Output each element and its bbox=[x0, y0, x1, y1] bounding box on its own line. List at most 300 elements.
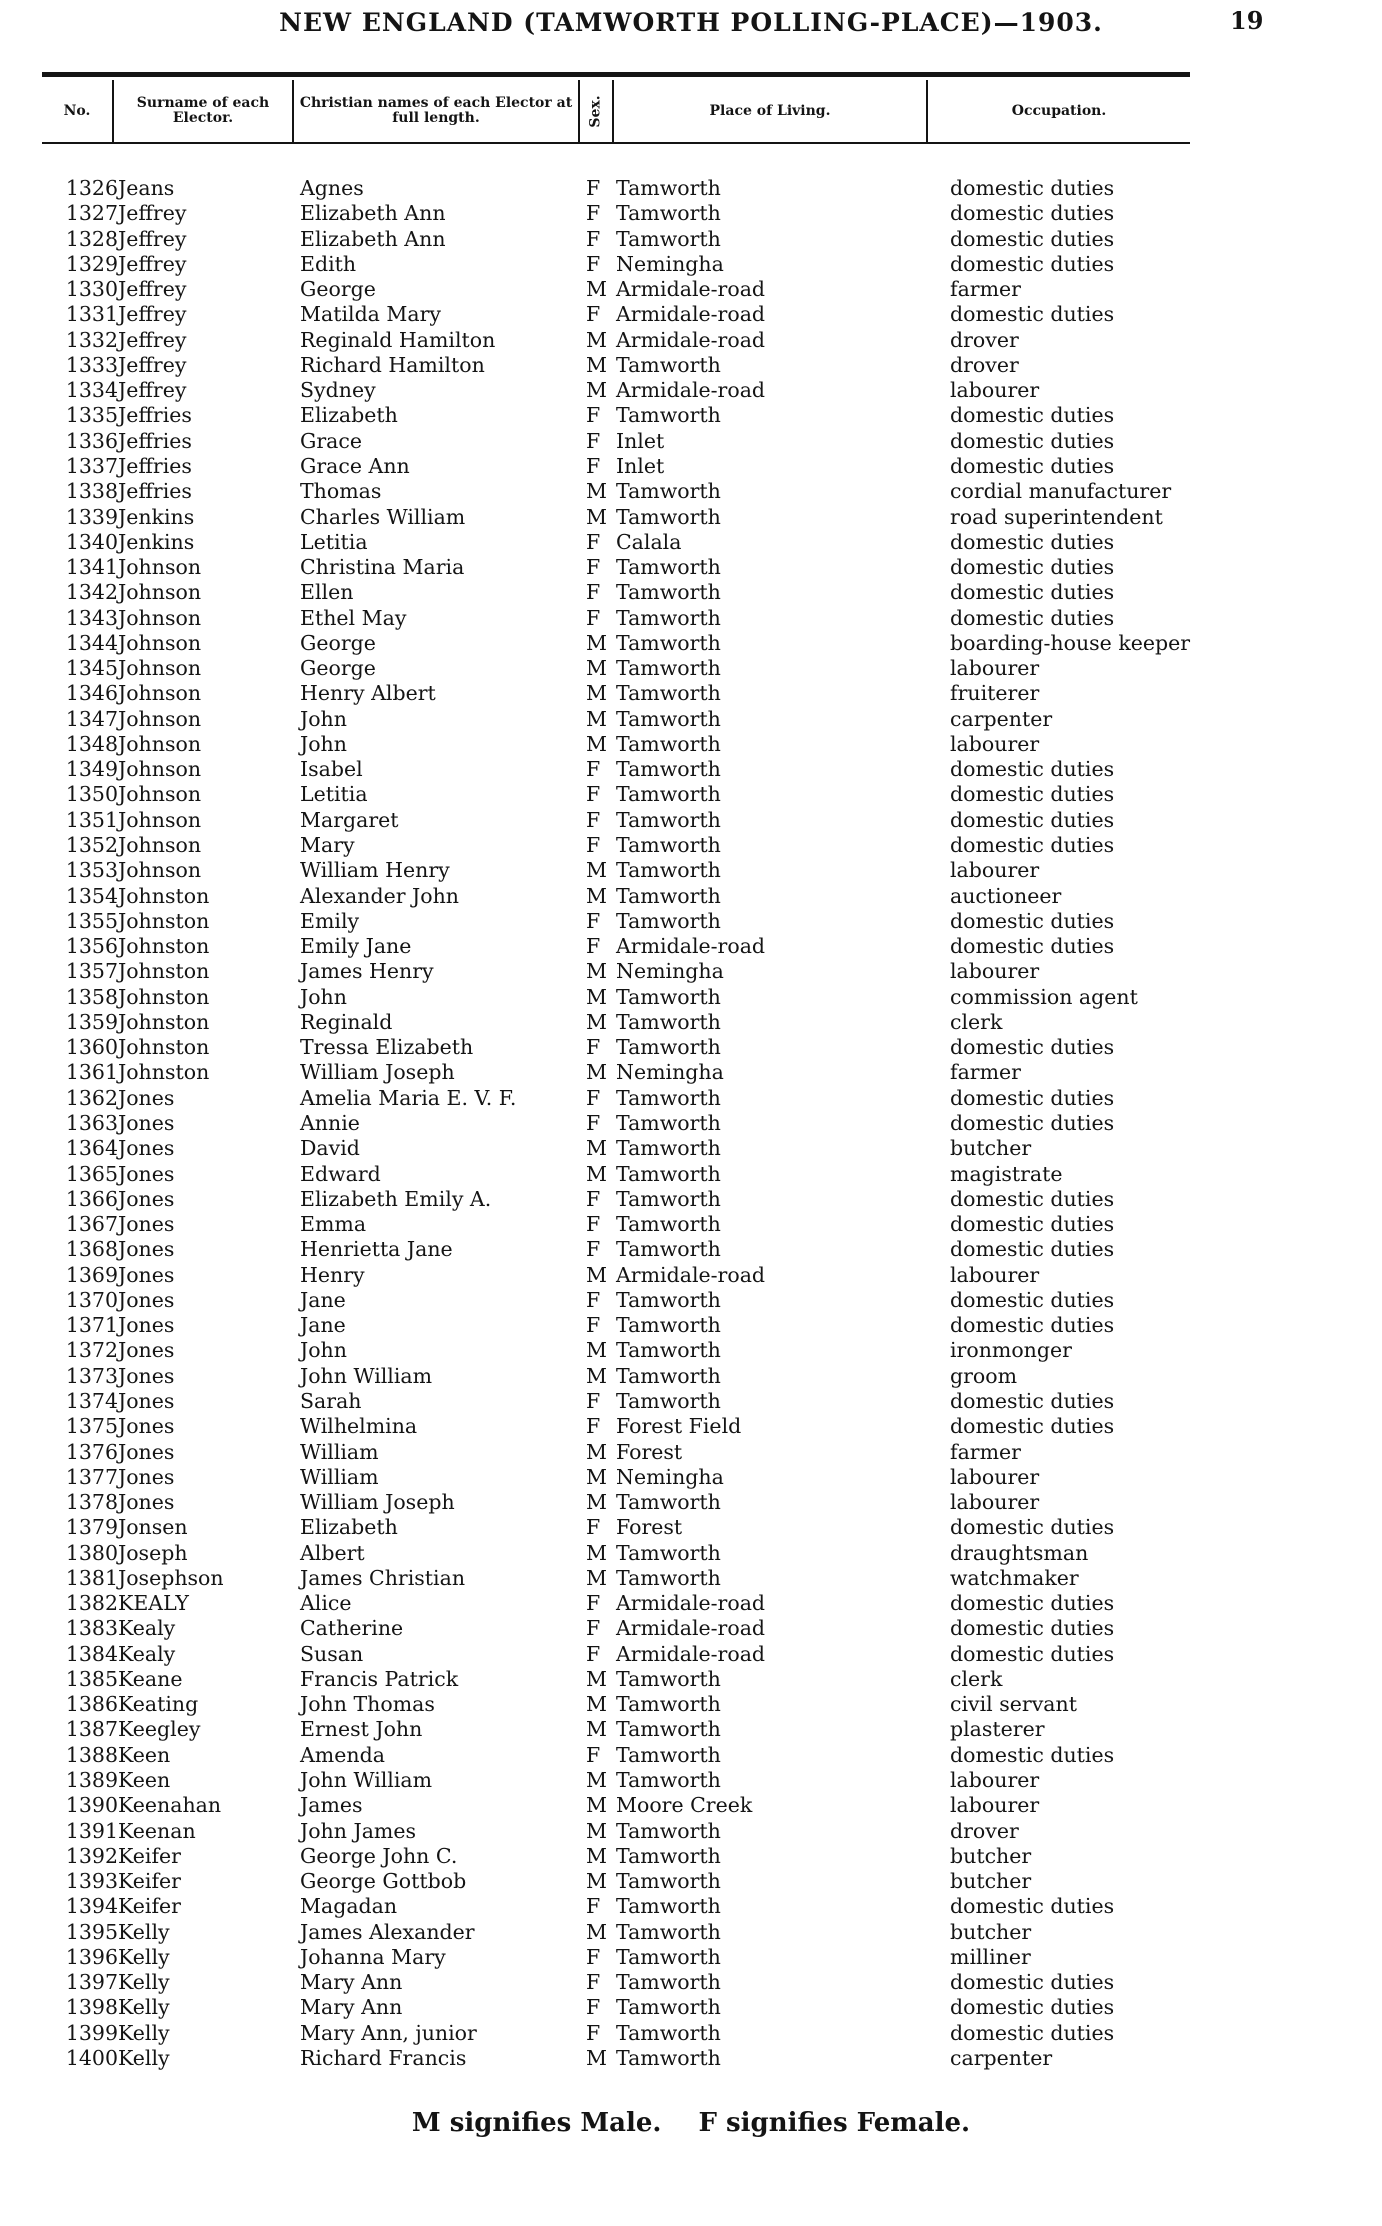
entry-number: 1342 bbox=[65, 580, 118, 605]
occupation: domestic duties bbox=[950, 453, 1115, 478]
surname: Jeffries bbox=[118, 403, 192, 428]
entry-number: 1386 bbox=[65, 1692, 118, 1717]
occupation: domestic duties bbox=[950, 605, 1115, 630]
occupation: farmer bbox=[950, 277, 1021, 302]
surname: Johnston bbox=[118, 908, 210, 933]
occupation: boarding-house keeper bbox=[950, 630, 1191, 655]
sex: M bbox=[586, 327, 607, 352]
christian-names: Elizabeth Ann bbox=[300, 226, 446, 251]
entry-number: 1365 bbox=[65, 1161, 118, 1186]
roll-entry-row bbox=[0, 302, 1382, 327]
occupation: domestic duties bbox=[950, 529, 1115, 554]
place-of-living: Armidale-road bbox=[616, 1616, 766, 1641]
surname: Jones bbox=[118, 1388, 175, 1413]
place-of-living: Tamworth bbox=[616, 1136, 721, 1161]
surname: Johnson bbox=[118, 833, 202, 858]
sex: F bbox=[586, 1591, 601, 1616]
entry-number: 1368 bbox=[65, 1237, 118, 1262]
place-of-living: Armidale-road bbox=[616, 934, 766, 959]
entry-number: 1359 bbox=[65, 1009, 118, 1034]
christian-names: Elizabeth bbox=[300, 1515, 398, 1540]
occupation: domestic duties bbox=[950, 833, 1115, 858]
roll-entry-row bbox=[0, 909, 1382, 934]
surname: Johnson bbox=[118, 757, 202, 782]
sex: F bbox=[586, 529, 601, 554]
christian-names: Tressa Elizabeth bbox=[300, 1035, 474, 1060]
occupation: farmer bbox=[950, 1060, 1021, 1085]
male-legend: M signifies Male. bbox=[411, 2108, 662, 2138]
occupation: auctioneer bbox=[950, 883, 1062, 908]
place-of-living: Moore Creek bbox=[616, 1793, 753, 1818]
roll-entry-row bbox=[0, 1591, 1382, 1616]
roll-entry-row bbox=[0, 833, 1382, 858]
column-header-occupation: Occupation. bbox=[1011, 102, 1107, 119]
occupation: labourer bbox=[950, 858, 1040, 883]
surname: Jeffrey bbox=[118, 352, 187, 377]
sex: F bbox=[586, 251, 601, 276]
sex: M bbox=[586, 706, 607, 731]
roll-entry-row bbox=[0, 681, 1382, 706]
entry-number: 1360 bbox=[65, 1035, 118, 1060]
entry-number: 1341 bbox=[65, 555, 118, 580]
place-of-living: Tamworth bbox=[616, 630, 721, 655]
roll-entry-row bbox=[0, 1364, 1382, 1389]
surname: Johnston bbox=[118, 883, 210, 908]
entry-number: 1395 bbox=[65, 1919, 118, 1944]
sex: F bbox=[586, 1388, 601, 1413]
place-of-living: Tamworth bbox=[616, 656, 721, 681]
sex: M bbox=[586, 731, 607, 756]
place-of-living: Tamworth bbox=[616, 1894, 721, 1919]
roll-entry-row bbox=[0, 353, 1382, 378]
place-of-living: Nemingha bbox=[616, 1464, 724, 1489]
surname: Jenkins bbox=[118, 529, 195, 554]
christian-names: Margaret bbox=[300, 807, 399, 832]
entry-number: 1334 bbox=[65, 378, 118, 403]
occupation: domestic duties bbox=[950, 580, 1115, 605]
christian-names: George bbox=[300, 630, 376, 655]
occupation: labourer bbox=[950, 731, 1040, 756]
roll-entry-row bbox=[0, 1541, 1382, 1566]
occupation: domestic duties bbox=[950, 1515, 1115, 1540]
place-of-living: Tamworth bbox=[616, 1869, 721, 1894]
occupation: ironmonger bbox=[950, 1338, 1072, 1363]
place-of-living: Tamworth bbox=[616, 2045, 721, 2070]
roll-entry-row bbox=[0, 176, 1382, 201]
sex: M bbox=[586, 656, 607, 681]
surname: Johnson bbox=[118, 605, 202, 630]
place-of-living: Tamworth bbox=[616, 1186, 721, 1211]
sex: F bbox=[586, 833, 601, 858]
occupation: domestic duties bbox=[950, 403, 1115, 428]
sex: M bbox=[586, 1793, 607, 1818]
entry-number: 1343 bbox=[65, 605, 118, 630]
roll-entry-row bbox=[0, 1111, 1382, 1136]
page-title: NEW ENGLAND (TAMWORTH POLLING-PLACE)—1903. bbox=[279, 8, 1103, 37]
entry-number: 1399 bbox=[65, 2020, 118, 2045]
surname: Jones bbox=[118, 1439, 175, 1464]
surname: Jones bbox=[118, 1212, 175, 1237]
entry-number: 1331 bbox=[65, 302, 118, 327]
surname: Joseph bbox=[118, 1540, 188, 1565]
christian-names: Letitia bbox=[300, 529, 368, 554]
sex: F bbox=[586, 908, 601, 933]
place-of-living: Forest bbox=[616, 1439, 683, 1464]
sex: F bbox=[586, 176, 601, 200]
entry-number: 1354 bbox=[65, 883, 118, 908]
christian-names: Amenda bbox=[300, 1742, 385, 1767]
occupation: domestic duties bbox=[950, 428, 1115, 453]
roll-entry-row bbox=[0, 1010, 1382, 1035]
place-of-living: Tamworth bbox=[616, 1768, 721, 1792]
roll-entry-row bbox=[0, 1970, 1382, 1995]
roll-entry-row bbox=[0, 1035, 1382, 1060]
roll-entry-row bbox=[0, 631, 1382, 656]
christian-names: Richard Francis bbox=[300, 2045, 467, 2070]
entry-number: 1326 bbox=[65, 176, 118, 200]
roll-entry-row bbox=[0, 328, 1382, 353]
entry-number: 1350 bbox=[65, 782, 118, 807]
entry-number: 1390 bbox=[65, 1793, 118, 1818]
entry-number: 1378 bbox=[65, 1490, 118, 1515]
sex: F bbox=[586, 1995, 601, 2020]
entry-number: 1363 bbox=[65, 1110, 118, 1135]
occupation: butcher bbox=[950, 1869, 1032, 1894]
occupation: domestic duties bbox=[950, 1616, 1115, 1641]
sex: M bbox=[586, 1262, 607, 1287]
entry-number: 1387 bbox=[65, 1717, 118, 1742]
sex: F bbox=[586, 1742, 601, 1767]
roll-entry-row bbox=[0, 1515, 1382, 1540]
surname: Johnston bbox=[118, 934, 210, 959]
roll-entry-row bbox=[0, 429, 1382, 454]
sex: F bbox=[586, 1237, 601, 1262]
place-of-living: Tamworth bbox=[616, 984, 721, 1009]
christian-names: Alexander John bbox=[300, 883, 460, 908]
roll-entry-row bbox=[0, 1616, 1382, 1641]
surname: Jones bbox=[118, 1161, 175, 1186]
surname: Jones bbox=[118, 1464, 175, 1489]
place-of-living: Tamworth bbox=[616, 1388, 721, 1413]
sex: F bbox=[586, 1515, 601, 1540]
surname: Keegley bbox=[118, 1717, 201, 1742]
surname: Jones bbox=[118, 1085, 175, 1110]
place-of-living: Tamworth bbox=[616, 1313, 721, 1338]
surname: Jenkins bbox=[118, 504, 195, 529]
roll-entry-row bbox=[0, 884, 1382, 909]
entry-number: 1356 bbox=[65, 934, 118, 959]
roll-entry-row bbox=[0, 1717, 1382, 1742]
occupation: domestic duties bbox=[950, 1212, 1115, 1237]
surname: Johnston bbox=[118, 959, 210, 984]
place-of-living: Tamworth bbox=[616, 1970, 721, 1995]
sex: F bbox=[586, 1212, 601, 1237]
place-of-living: Tamworth bbox=[616, 1110, 721, 1135]
header-bottom-rule bbox=[42, 142, 1190, 144]
place-of-living: Tamworth bbox=[616, 555, 721, 580]
occupation: domestic duties bbox=[950, 1287, 1115, 1312]
roll-entry-row bbox=[0, 403, 1382, 428]
roll-entry-row bbox=[0, 1389, 1382, 1414]
christian-names: Edith bbox=[300, 251, 357, 276]
entry-number: 1332 bbox=[65, 327, 118, 352]
sex: M bbox=[586, 1540, 607, 1565]
place-of-living: Tamworth bbox=[616, 681, 721, 706]
christian-names: James Henry bbox=[300, 959, 434, 984]
place-of-living: Nemingha bbox=[616, 959, 724, 984]
occupation: labourer bbox=[950, 1464, 1040, 1489]
occupation: domestic duties bbox=[950, 1641, 1115, 1666]
place-of-living: Armidale-road bbox=[616, 277, 766, 302]
roll-entry-row bbox=[0, 707, 1382, 732]
christian-names: Elizabeth Emily A. bbox=[300, 1186, 492, 1211]
surname: Johnson bbox=[118, 630, 202, 655]
christian-names: Agnes bbox=[300, 176, 364, 200]
entry-number: 1400 bbox=[65, 2045, 118, 2070]
surname: Johnston bbox=[118, 1035, 210, 1060]
entry-number: 1344 bbox=[65, 630, 118, 655]
sex: M bbox=[586, 1060, 607, 1085]
roll-entry-row bbox=[0, 277, 1382, 302]
occupation: watchmaker bbox=[950, 1565, 1079, 1590]
surname: Johnson bbox=[118, 681, 202, 706]
roll-entry-row bbox=[0, 782, 1382, 807]
christian-names: Emily bbox=[300, 908, 360, 933]
surname: Jeffrey bbox=[118, 251, 187, 276]
occupation: labourer bbox=[950, 959, 1040, 984]
roll-entry-row bbox=[0, 1338, 1382, 1363]
surname: Jones bbox=[118, 1110, 175, 1135]
place-of-living: Tamworth bbox=[616, 1035, 721, 1060]
surname: Kelly bbox=[118, 1944, 170, 1969]
sex: F bbox=[586, 1035, 601, 1060]
place-of-living: Tamworth bbox=[616, 1161, 721, 1186]
christian-names: Francis Patrick bbox=[300, 1666, 459, 1691]
surname: Johnson bbox=[118, 782, 202, 807]
roll-entry-row bbox=[0, 1136, 1382, 1161]
surname: Jeffrey bbox=[118, 226, 187, 251]
occupation: domestic duties bbox=[950, 1035, 1115, 1060]
place-of-living: Calala bbox=[616, 529, 682, 554]
sex: F bbox=[586, 1414, 601, 1439]
sex: F bbox=[586, 302, 601, 327]
christian-names: Alice bbox=[300, 1591, 352, 1616]
roll-entry-row bbox=[0, 959, 1382, 984]
occupation: milliner bbox=[950, 1944, 1031, 1969]
occupation: domestic duties bbox=[950, 1388, 1115, 1413]
entry-number: 1396 bbox=[65, 1944, 118, 1969]
occupation: domestic duties bbox=[950, 1237, 1115, 1262]
entry-number: 1353 bbox=[65, 858, 118, 883]
roll-entry-row bbox=[0, 1667, 1382, 1692]
christian-names: Christina Maria bbox=[300, 555, 465, 580]
christian-names: Mary Ann, junior bbox=[300, 2020, 477, 2045]
entry-number: 1372 bbox=[65, 1338, 118, 1363]
entry-number: 1348 bbox=[65, 731, 118, 756]
occupation: domestic duties bbox=[950, 555, 1115, 580]
sex: F bbox=[586, 1944, 601, 1969]
entry-number: 1327 bbox=[65, 201, 118, 226]
entry-number: 1388 bbox=[65, 1742, 118, 1767]
christian-names: George bbox=[300, 656, 376, 681]
entry-number: 1382 bbox=[65, 1591, 118, 1616]
surname: Johnston bbox=[118, 1009, 210, 1034]
christian-names: Ellen bbox=[300, 580, 354, 605]
sex: F bbox=[586, 1641, 601, 1666]
roll-entry-row bbox=[0, 1945, 1382, 1970]
occupation: fruiterer bbox=[950, 681, 1040, 706]
entry-number: 1384 bbox=[65, 1641, 118, 1666]
christian-names: Reginald Hamilton bbox=[300, 327, 496, 352]
occupation: domestic duties bbox=[950, 302, 1115, 327]
surname: Jones bbox=[118, 1262, 175, 1287]
roll-entry-row bbox=[0, 1086, 1382, 1111]
sex: F bbox=[586, 807, 601, 832]
surname: Johnson bbox=[118, 807, 202, 832]
occupation: domestic duties bbox=[950, 757, 1115, 782]
occupation: drover bbox=[950, 327, 1019, 352]
occupation: domestic duties bbox=[950, 782, 1115, 807]
sex: M bbox=[586, 1768, 607, 1792]
christian-names: Elizabeth bbox=[300, 403, 398, 428]
place-of-living: Tamworth bbox=[616, 605, 721, 630]
place-of-living: Tamworth bbox=[616, 858, 721, 883]
surname: Kelly bbox=[118, 2020, 170, 2045]
surname: Johnson bbox=[118, 858, 202, 883]
surname: Jones bbox=[118, 1338, 175, 1363]
occupation: domestic duties bbox=[950, 1970, 1115, 1995]
place-of-living: Armidale-road bbox=[616, 302, 766, 327]
place-of-living: Tamworth bbox=[616, 1717, 721, 1742]
entry-number: 1361 bbox=[65, 1060, 118, 1085]
place-of-living: Tamworth bbox=[616, 1490, 721, 1515]
roll-entry-row bbox=[0, 1566, 1382, 1591]
column-header-sex-label: Sex. bbox=[587, 94, 604, 128]
occupation: magistrate bbox=[950, 1161, 1063, 1186]
sex: F bbox=[586, 453, 601, 478]
place-of-living: Tamworth bbox=[616, 1085, 721, 1110]
entry-number: 1391 bbox=[65, 1818, 118, 1843]
entry-number: 1330 bbox=[65, 277, 118, 302]
entry-number: 1339 bbox=[65, 504, 118, 529]
occupation: labourer bbox=[950, 1768, 1040, 1792]
entry-number: 1352 bbox=[65, 833, 118, 858]
place-of-living: Armidale-road bbox=[616, 327, 766, 352]
roll-entry-row bbox=[0, 1894, 1382, 1919]
entry-number: 1329 bbox=[65, 251, 118, 276]
occupation: butcher bbox=[950, 1919, 1032, 1944]
place-of-living: Tamworth bbox=[616, 403, 721, 428]
entry-number: 1340 bbox=[65, 529, 118, 554]
place-of-living: Inlet bbox=[616, 428, 665, 453]
place-of-living: Tamworth bbox=[616, 504, 721, 529]
entry-number: 1394 bbox=[65, 1894, 118, 1919]
place-of-living: Tamworth bbox=[616, 1742, 721, 1767]
sex: F bbox=[586, 428, 601, 453]
christian-names: Henry Albert bbox=[300, 681, 436, 706]
christian-names: David bbox=[300, 1136, 360, 1161]
sex: M bbox=[586, 1464, 607, 1489]
entry-number: 1362 bbox=[65, 1085, 118, 1110]
christian-names: Grace Ann bbox=[300, 453, 410, 478]
place-of-living: Armidale-road bbox=[616, 378, 766, 403]
occupation: domestic duties bbox=[950, 934, 1115, 959]
place-of-living: Tamworth bbox=[616, 1666, 721, 1691]
christian-names: Wilhelmina bbox=[300, 1414, 418, 1439]
occupation: commission agent bbox=[950, 984, 1138, 1009]
occupation: domestic duties bbox=[950, 1591, 1115, 1616]
occupation: road superintendent bbox=[950, 504, 1163, 529]
place-of-living: Tamworth bbox=[616, 1009, 721, 1034]
entry-number: 1336 bbox=[65, 428, 118, 453]
christian-names: Thomas bbox=[300, 479, 382, 504]
entry-number: 1381 bbox=[65, 1565, 118, 1590]
sex: M bbox=[586, 1009, 607, 1034]
christian-names: Annie bbox=[300, 1110, 360, 1135]
roll-entry-row bbox=[0, 2021, 1382, 2046]
occupation: plasterer bbox=[950, 1717, 1045, 1742]
roll-entry-row bbox=[0, 1920, 1382, 1945]
occupation: domestic duties bbox=[950, 807, 1115, 832]
christian-names: George Gottbob bbox=[300, 1869, 467, 1894]
christian-names: John bbox=[300, 731, 347, 756]
roll-entry-row bbox=[0, 555, 1382, 580]
occupation: drover bbox=[950, 352, 1019, 377]
entry-number: 1376 bbox=[65, 1439, 118, 1464]
sex: M bbox=[586, 959, 607, 984]
roll-entry-row bbox=[0, 252, 1382, 277]
surname: Keifer bbox=[118, 1894, 181, 1919]
christian-names: William bbox=[300, 1439, 379, 1464]
christian-names: John William bbox=[300, 1363, 433, 1388]
place-of-living: Tamworth bbox=[616, 706, 721, 731]
place-of-living: Tamworth bbox=[616, 782, 721, 807]
place-of-living: Tamworth bbox=[616, 2020, 721, 2045]
place-of-living: Tamworth bbox=[616, 1363, 721, 1388]
place-of-living: Tamworth bbox=[616, 1944, 721, 1969]
entry-number: 1345 bbox=[65, 656, 118, 681]
sex: F bbox=[586, 555, 601, 580]
roll-entry-row bbox=[0, 1060, 1382, 1085]
entry-number: 1338 bbox=[65, 479, 118, 504]
christian-names: George bbox=[300, 277, 376, 302]
surname: Jones bbox=[118, 1363, 175, 1388]
christian-names: Henrietta Jane bbox=[300, 1237, 453, 1262]
occupation: drover bbox=[950, 1818, 1019, 1843]
christian-names: Elizabeth Ann bbox=[300, 201, 446, 226]
place-of-living: Tamworth bbox=[616, 479, 721, 504]
sex: F bbox=[586, 605, 601, 630]
surname: Johnson bbox=[118, 731, 202, 756]
occupation: domestic duties bbox=[950, 176, 1115, 200]
occupation: cordial manufacturer bbox=[950, 479, 1172, 504]
surname: Josephson bbox=[118, 1565, 224, 1590]
place-of-living: Tamworth bbox=[616, 883, 721, 908]
occupation: labourer bbox=[950, 656, 1040, 681]
christian-names: Richard Hamilton bbox=[300, 352, 485, 377]
sex: M bbox=[586, 630, 607, 655]
christian-names: William Joseph bbox=[300, 1060, 455, 1085]
roll-entry-row bbox=[0, 934, 1382, 959]
sex: M bbox=[586, 1869, 607, 1894]
place-of-living: Tamworth bbox=[616, 226, 721, 251]
surname: Jeffries bbox=[118, 428, 192, 453]
roll-entry-row bbox=[0, 530, 1382, 555]
christian-names: John bbox=[300, 1338, 347, 1363]
occupation: domestic duties bbox=[950, 908, 1115, 933]
roll-entry-row bbox=[0, 606, 1382, 631]
sex: M bbox=[586, 1692, 607, 1717]
